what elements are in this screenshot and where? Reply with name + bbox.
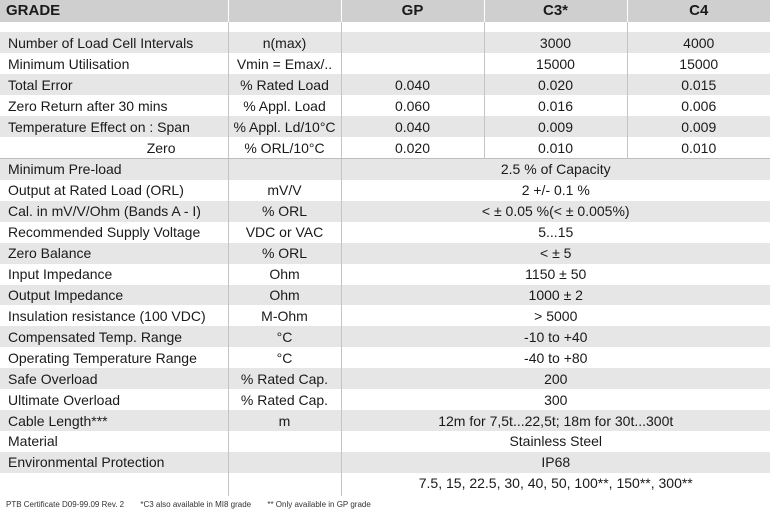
row-unit: % Appl. Ld/10°C: [228, 116, 341, 137]
header-gap: [0, 22, 770, 32]
row-label: Cal. in mV/V/Ohm (Bands A - I): [0, 201, 228, 222]
row-gp: [341, 32, 484, 53]
row-value: 12m for 7,5t...22,5t; 18m for 30t...300t: [341, 410, 770, 431]
row-label: Minimum Pre-load: [0, 158, 228, 179]
table-row: [0, 305, 770, 326]
row-unit: [228, 431, 341, 452]
row-label: Safe Overload: [0, 368, 228, 389]
row-unit: M-Ohm: [228, 305, 341, 326]
row-label: Cable Length***: [0, 410, 228, 431]
row-unit: % ORL: [228, 201, 341, 222]
table-row: [0, 74, 770, 95]
row-value: -10 to +40: [341, 326, 770, 347]
row-c3: 0.020: [484, 74, 627, 95]
row-value: IP68: [341, 452, 770, 473]
row-gp: 0.060: [341, 95, 484, 116]
row-value: 2.5 % of Capacity: [341, 158, 770, 179]
table-row: [0, 180, 770, 201]
table-row: [0, 473, 770, 496]
table-row: [0, 264, 770, 285]
row-value: 300: [341, 389, 770, 410]
row-label: Recommended Supply Voltage: [0, 222, 228, 243]
row-label: Input Impedance: [0, 264, 228, 285]
row-gp: 0.020: [341, 137, 484, 158]
row-unit: % Appl. Load: [228, 95, 341, 116]
table-row: [0, 389, 770, 410]
row-value: < ± 5: [341, 243, 770, 264]
header-grade: GRADE: [0, 0, 228, 22]
row-c4: 0.009: [627, 116, 770, 137]
table-row: [0, 452, 770, 473]
row-value: 1000 ± 2: [341, 285, 770, 306]
row-label: Minimum Utilisation: [0, 53, 228, 74]
row-value: 1150 ± 50: [341, 264, 770, 285]
row-unit: Ohm: [228, 264, 341, 285]
table-row: [0, 201, 770, 222]
row-c4: 0.015: [627, 74, 770, 95]
table-row: [0, 326, 770, 347]
row-c3: 0.009: [484, 116, 627, 137]
row-c4: 0.006: [627, 95, 770, 116]
table-row: [0, 158, 770, 179]
row-label: Total Error: [0, 74, 228, 95]
table-row: [0, 95, 770, 116]
row-label: [0, 473, 228, 496]
table-row: [0, 410, 770, 431]
row-label: Output Impedance: [0, 285, 228, 306]
table-row: [0, 53, 770, 74]
row-unit: [228, 473, 341, 496]
row-value: 200: [341, 368, 770, 389]
row-unit: n(max): [228, 32, 341, 53]
row-value: 2 +/- 0.1 %: [341, 180, 770, 201]
row-unit: % Rated Cap.: [228, 389, 341, 410]
row-unit: °C: [228, 326, 341, 347]
row-unit: Vmin = Emax/..: [228, 53, 341, 74]
row-label: Output at Rated Load (ORL): [0, 180, 228, 201]
row-value: < ± 0.05 %(< ± 0.005%): [341, 201, 770, 222]
table-row: [0, 116, 770, 137]
row-value: -40 to +80: [341, 347, 770, 368]
row-gp: 0.040: [341, 74, 484, 95]
row-c3: 3000: [484, 32, 627, 53]
row-unit: % Rated Load: [228, 74, 341, 95]
row-unit: % Rated Cap.: [228, 368, 341, 389]
row-unit: % ORL/10°C: [228, 137, 341, 158]
row-value: 5...15: [341, 222, 770, 243]
row-unit: % ORL: [228, 243, 341, 264]
row-c4: 4000: [627, 32, 770, 53]
table-row: [0, 368, 770, 389]
row-c3: 15000: [484, 53, 627, 74]
row-label: Environmental Protection: [0, 452, 228, 473]
header-c3: C3*: [484, 0, 627, 22]
row-value: > 5000: [341, 305, 770, 326]
row-label: Operating Temperature Range: [0, 347, 228, 368]
row-value: 7.5, 15, 22.5, 30, 40, 50, 100**, 150**, 300**: [341, 473, 770, 496]
row-unit: [228, 158, 341, 179]
row-label: Zero Balance: [0, 243, 228, 264]
footnote-c3: *C3 also available in MI8 grade: [140, 500, 252, 509]
row-label: Zero Return after 30 mins: [0, 95, 228, 116]
header-c4: C4: [627, 0, 770, 22]
row-label: Temperature Effect on : Span: [0, 116, 228, 137]
row-gp: 0.040: [341, 116, 484, 137]
row-c4: 0.010: [627, 137, 770, 158]
row-label: Material: [0, 431, 228, 452]
table-row: [0, 347, 770, 368]
row-label: Compensated Temp. Range: [0, 326, 228, 347]
header-gp: GP: [341, 0, 484, 22]
header-unit: [228, 0, 341, 22]
row-unit: Ohm: [228, 285, 341, 306]
row-unit: °C: [228, 347, 341, 368]
footnote-gp: ** Only available in GP grade: [267, 500, 371, 509]
row-label: Insulation resistance (100 VDC): [0, 305, 228, 326]
row-unit: VDC or VAC: [228, 222, 341, 243]
table-row: [0, 137, 770, 158]
row-c3: 0.016: [484, 95, 627, 116]
row-unit: m: [228, 410, 341, 431]
header-row: [0, 0, 770, 22]
row-unit: mV/V: [228, 180, 341, 201]
row-value: Stainless Steel: [341, 431, 770, 452]
footnote-line: [6, 500, 385, 510]
row-label: Zero: [0, 137, 228, 158]
table-row: [0, 222, 770, 243]
row-label: Ultimate Overload: [0, 389, 228, 410]
row-unit: [228, 452, 341, 473]
row-c4: 15000: [627, 53, 770, 74]
row-gp: [341, 53, 484, 74]
table-row: [0, 243, 770, 264]
table-row: [0, 285, 770, 306]
table-row: [0, 431, 770, 452]
row-label: Number of Load Cell Intervals: [0, 32, 228, 53]
table-row: [0, 32, 770, 53]
row-c3: 0.010: [484, 137, 627, 158]
footnote-ptb: PTB Certificate D09-99.09 Rev. 2: [6, 500, 125, 509]
